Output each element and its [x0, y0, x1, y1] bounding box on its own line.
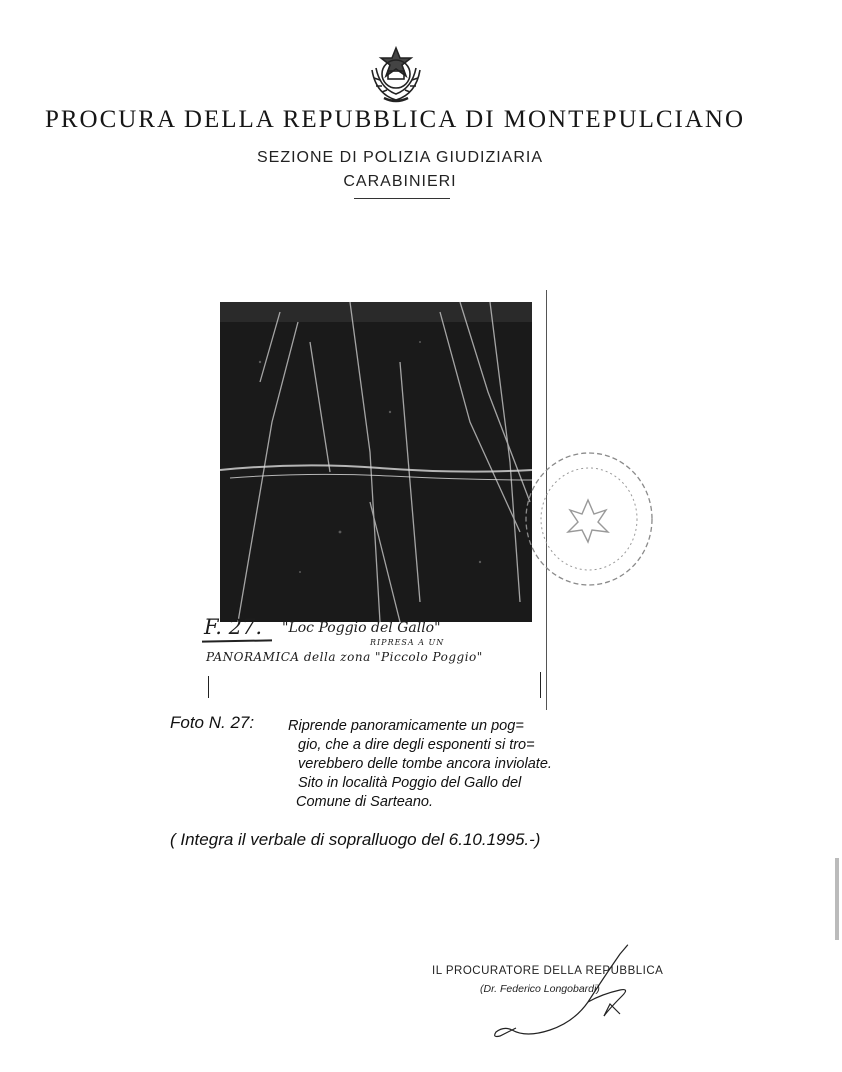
description-line: gio, che a dire degli esponenti si tro=: [298, 737, 535, 753]
section-subtitle: SEZIONE DI POLIZIA GIUDIZIARIA: [256, 149, 544, 166]
handwritten-note: RIPRESA A UN: [370, 638, 445, 647]
handwritten-photo-code: F. 27.: [204, 615, 263, 639]
description-line: Comune di Sarteano.: [296, 794, 434, 810]
handwritten-underline: [202, 639, 272, 642]
department-name: CARABINIERI: [343, 173, 457, 190]
description-line: Sito in località Poggio del Gallo del: [298, 775, 522, 791]
scan-edge-mark: [835, 858, 839, 940]
description-line: Riprende panoramicamente un pog=: [288, 718, 524, 734]
photo-description: [288, 717, 618, 812]
handwritten-caption: PANORAMICA della zona "Piccolo Poggio": [206, 650, 483, 664]
department-underline: [354, 198, 450, 199]
official-stamp: [522, 448, 656, 590]
page-title: PROCURA DELLA REPUBBLICA DI MONTEPULCIANO: [44, 106, 746, 133]
description-line: verebbero delle tombe ancora inviolate.: [298, 756, 552, 772]
signatory-name: (Dr. Federico Longobardi): [480, 983, 600, 995]
handwritten-location: "Loc Poggio del Gallo": [282, 620, 441, 636]
italian-republic-emblem-icon: [366, 44, 426, 106]
signatory-title: IL PROCURATORE DELLA REPUBBLICA: [432, 965, 664, 977]
photo-number-label: Foto N. 27:: [170, 713, 255, 732]
photo-frame-edge: [208, 676, 209, 698]
photo-frame-edge: [540, 672, 541, 698]
landscape-photo: [220, 302, 532, 622]
inspection-report-note: ( Integra il verbale di sopralluogo del 6.10.1995.-): [170, 830, 541, 849]
